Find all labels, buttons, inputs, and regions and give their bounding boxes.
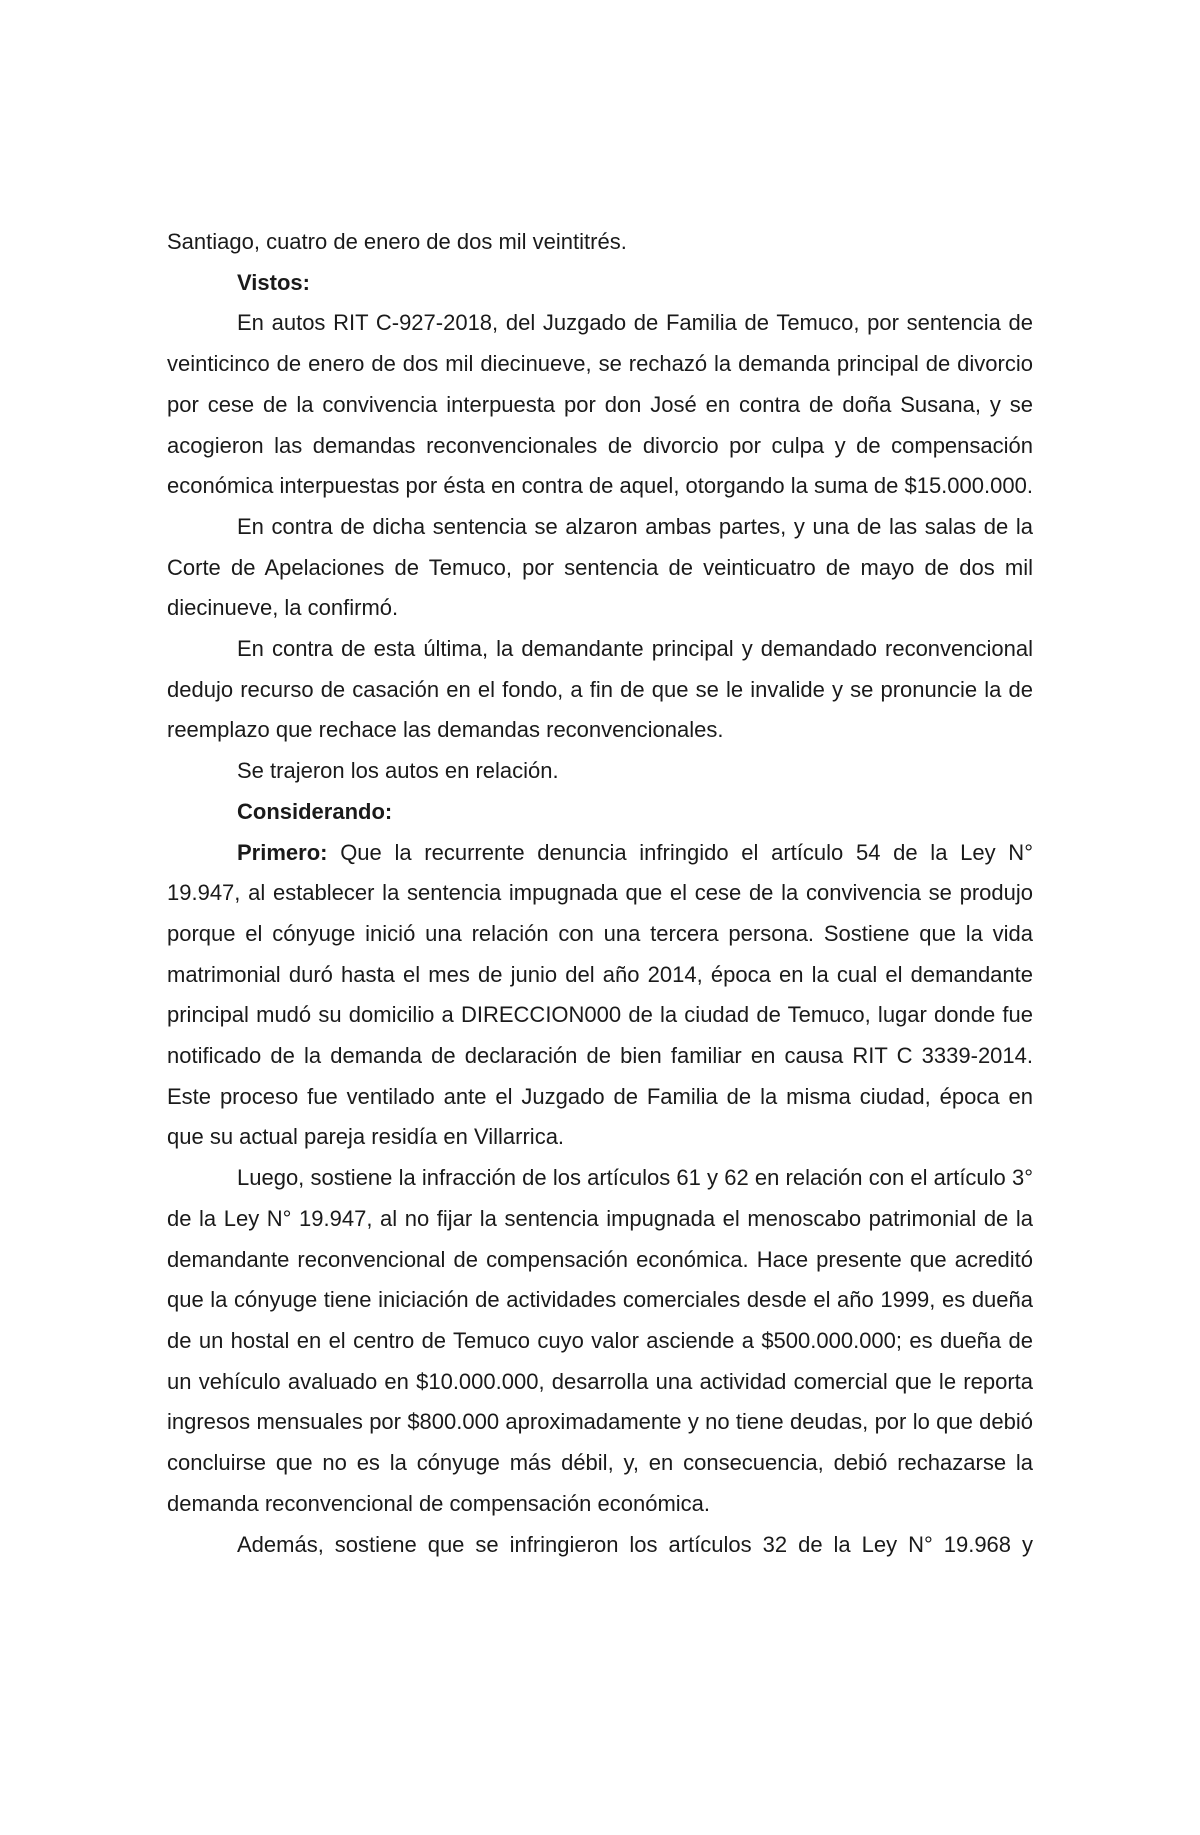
- date-line: Santiago, cuatro de enero de dos mil veintitrés.: [167, 229, 627, 254]
- paragraph-ademas: Además, sostiene que se infringieron los artículos 32 de la Ley N° 19.968 y: [237, 1531, 1033, 1557]
- paragraph-relacion: Se trajeron los autos en relación.: [237, 758, 559, 784]
- document-page: [167, 222, 1033, 1565]
- paragraph-autos: En autos RIT C-927-2018, del Juzgado de Familia de Temuco, por sentencia de veinticinco de enero de dos mil diecinueve, se rechazó la demanda principal de divorcio por cese de la convivencia interpuesta por don José en contra de doña Susana, y se acogieron las demandas reconvencionales de divorcio por culpa y de compensación económica interpuestas por ésta en contra de aquel, otorgando la suma de $15.000.000.: [167, 310, 1033, 499]
- paragraph-primero: [167, 833, 1033, 1159]
- primero-label: Primero:: [237, 839, 328, 865]
- paragraph-casacion: En contra de esta última, la demandante principal y demandado reconvencional dedujo recurso de casación en el fondo, a fin de que se le invalide y se pronuncie la de reemplazo que rechace las demandas reconvencionales.: [167, 636, 1033, 743]
- primero-text: Que la recurrente denuncia infringido el artículo 54 de la Ley N° 19.947, al establecer la sentencia impugnada que el cese de la convivencia se produjo porque el cónyuge inició una relación con una tercera persona. Sostiene que la vida matrimonial duró hasta el mes de junio del año 2014, época en la cual el demandante principal mudó su domicilio a DIRECCION000 de la ciudad de Temuco, lugar donde fue notificado de la demanda de declaración de bien familiar en causa RIT C 3339-2014. Este proceso fue ventilado ante el Juzgado de Familia de la misma ciudad, época en que su actual pareja residía en Villarrica.: [167, 839, 1033, 1150]
- vistos-heading: Vistos:: [237, 269, 310, 295]
- paragraph-apelacion: En contra de dicha sentencia se alzaron ambas partes, y una de las salas de la Corte de Apelaciones de Temuco, por sentencia de veinticuatro de mayo de dos mil diecinueve, la confirmó.: [167, 513, 1033, 621]
- paragraph-infraccion: Luego, sostiene la infracción de los artículos 61 y 62 en relación con el artículo 3° de la Ley N° 19.947, al no fijar la sentencia impugnada el menoscabo patrimonial de la demandante reconvencional de compensación económica. Hace presente que acreditó que la cónyuge tiene iniciación de actividades comerciales desde el año 1999, es dueña de un hostal en el centro de Temuco cuyo valor asciende a $500.000.000; es dueña de un vehículo avaluado en $10.000.000, desarrolla una actividad comercial que le reporta ingresos mensuales por $800.000 aproximadamente y no tiene deudas, por lo que debió concluirse que no es la cónyuge más débil, y, en consecuencia, debió rechazarse la demanda reconvencional de compensación económica.: [167, 1165, 1033, 1516]
- considerando-heading: Considerando:: [237, 798, 393, 824]
